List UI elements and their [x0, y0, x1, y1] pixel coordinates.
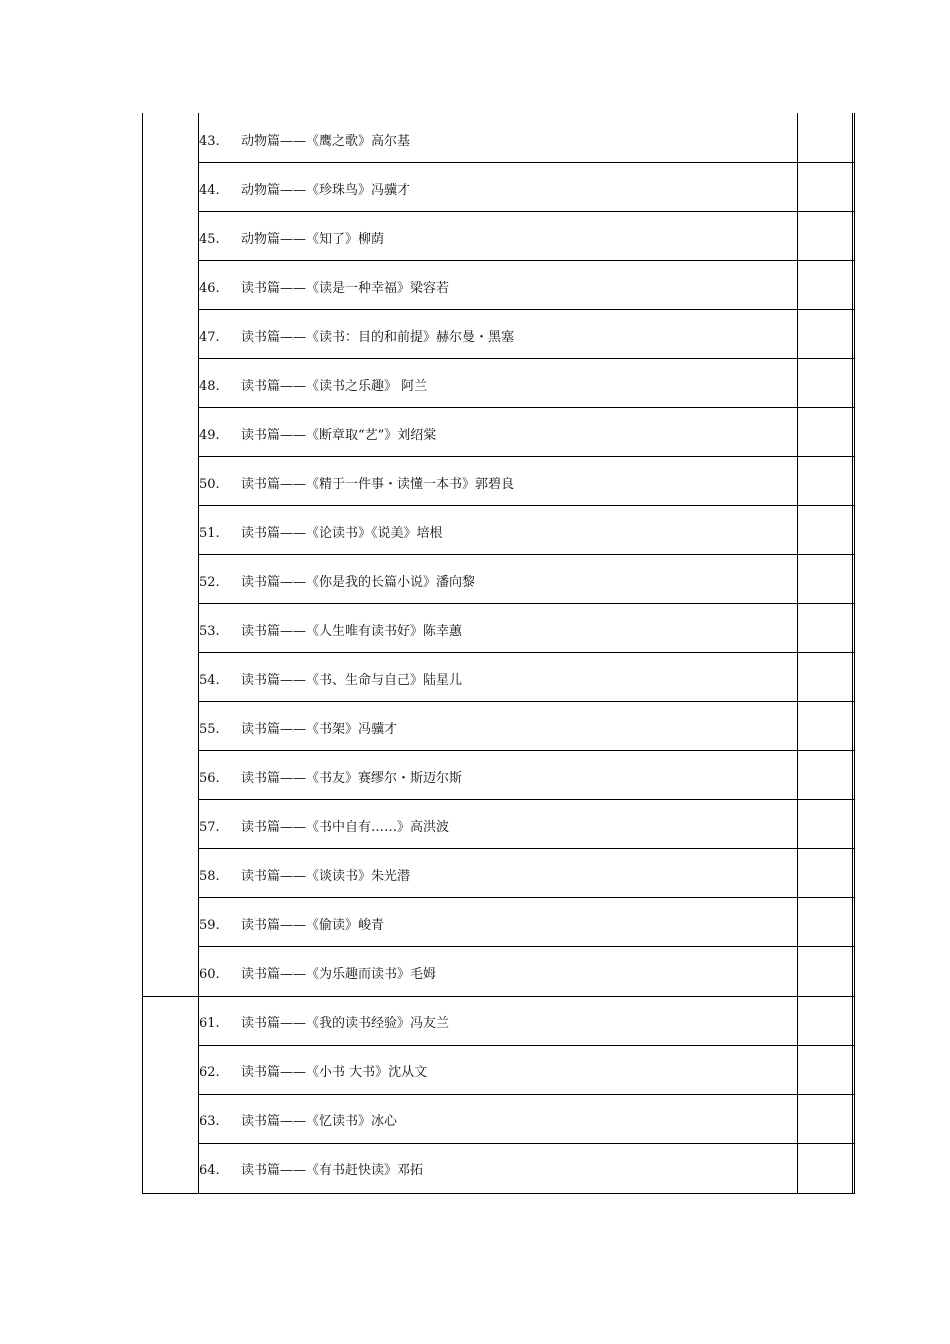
item-title: 动物篇——《珍珠鸟》冯骥才 [241, 182, 411, 198]
item-title: 动物篇——《知了》柳荫 [241, 231, 385, 247]
list-item [198, 1048, 797, 1097]
item-number: 49. [199, 427, 220, 443]
item-title: 读书篇——《忆读书》冰心 [241, 1113, 398, 1129]
list-item [198, 509, 797, 558]
list-item [198, 215, 797, 264]
list-item [198, 460, 797, 509]
list-item [198, 803, 797, 852]
list-item [198, 264, 797, 313]
item-number: 51. [199, 525, 220, 541]
list-item [198, 411, 797, 460]
item-number: 57. [199, 819, 220, 835]
list-item [198, 705, 797, 754]
item-title: 读书篇——《书架》冯骥才 [241, 721, 398, 737]
item-number: 59. [199, 917, 220, 933]
item-title: 读书篇——《断章取“艺”》刘绍棠 [241, 427, 437, 443]
list-item [198, 656, 797, 705]
list-item [198, 607, 797, 656]
item-title: 读书篇——《书中自有……》高洪波 [241, 819, 450, 835]
item-number: 48. [199, 378, 220, 394]
item-title: 读书篇——《读是一种幸福》梁容若 [241, 280, 450, 296]
item-number: 47. [199, 329, 220, 345]
item-title: 读书篇——《你是我的长篇小说》潘向黎 [241, 574, 476, 590]
item-title: 读书篇——《书友》赛缪尔・斯迈尔斯 [241, 770, 463, 786]
item-number: 43. [199, 133, 220, 149]
item-title: 读书篇——《有书赶快读》邓拓 [241, 1162, 424, 1178]
item-title: 读书篇——《人生唯有读书好》陈幸蕙 [241, 623, 463, 639]
list-item [198, 999, 797, 1048]
item-title: 读书篇——《读书：目的和前提》赫尔曼・黑塞 [241, 329, 515, 345]
list-item [198, 313, 797, 362]
list-item [198, 754, 797, 803]
list-item [198, 117, 797, 166]
item-title: 读书篇——《书、生命与自己》陆星儿 [241, 672, 463, 688]
item-number: 54. [199, 672, 220, 688]
list-item [198, 558, 797, 607]
item-number: 44. [199, 182, 220, 198]
list-item [198, 901, 797, 950]
column-divider-2 [797, 113, 798, 1194]
table-right-border [852, 113, 853, 1194]
item-number: 62. [199, 1064, 220, 1080]
item-number: 55. [199, 721, 220, 737]
item-number: 45. [199, 231, 220, 247]
list-item [198, 1097, 797, 1146]
list-item [198, 1146, 797, 1195]
item-number: 50. [199, 476, 220, 492]
item-title: 读书篇——《谈读书》朱光潜 [241, 868, 411, 884]
item-number: 61. [199, 1015, 220, 1031]
item-number: 64. [199, 1162, 220, 1178]
item-title: 动物篇——《鹰之歌》高尔基 [241, 133, 411, 149]
item-number: 63. [199, 1113, 220, 1129]
list-item [198, 166, 797, 215]
item-title: 读书篇——《论读书》《说美》培根 [241, 525, 443, 541]
item-title: 读书篇——《偷读》峻青 [241, 917, 385, 933]
table-right-border-outer [854, 113, 855, 1194]
item-title: 读书篇——《读书之乐趣》 阿兰 [241, 378, 428, 394]
item-number: 53. [199, 623, 220, 639]
list-item [198, 950, 797, 999]
table-left-border [142, 113, 143, 1194]
item-number: 60. [199, 966, 220, 982]
item-number: 52. [199, 574, 220, 590]
item-title: 读书篇——《为乐趣而读书》毛姆 [241, 966, 437, 982]
item-title: 读书篇——《精于一件事・读懂一本书》郭碧良 [241, 476, 515, 492]
list-item [198, 852, 797, 901]
list-item [198, 362, 797, 411]
item-title: 读书篇——《小书 大书》沈从文 [241, 1064, 428, 1080]
item-number: 58. [199, 868, 220, 884]
item-number: 56. [199, 770, 220, 786]
item-number: 46. [199, 280, 220, 296]
item-title: 读书篇——《我的读书经验》冯友兰 [241, 1015, 450, 1031]
